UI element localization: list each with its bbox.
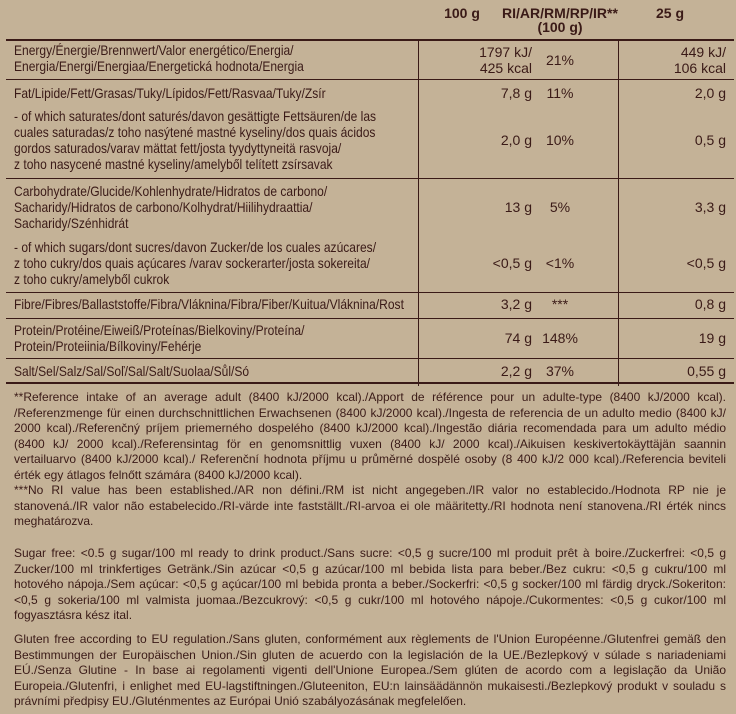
footnote-gluten-free: Gluten free according to EU regulation./Sans gluten, conformément aux règlements de l'Union Européenne./Glutenfrei gemäß den Bestimmungen der Europäischen Union./Sin gluten de acuerdo con la legislación de la UE./Bezlepkový v súlade s nariadeniami EÚ./Senza Glutine - In base ai regolamenti vigenti dell'Unione Europea./Sem glúten de acordo com a legislação da União Europeia./Glutenfri, i enlighet med EU-lagstiftningen./Gluteeniton, EU:n lainsäädännön mukaisesti./Bezlepkový produkt v souladu s právními předpisy EU./Gluténmentes az Európai Unió szabályozásának megfelelően. [14, 632, 726, 708]
nutrient-label [14, 322, 304, 354]
value-100g-line: 425 kcal [479, 60, 532, 76]
nutrient-label [14, 183, 327, 231]
value-100g-line: 2,2 g [500, 363, 532, 379]
nutrient-label-line: cuales saturadas/z toho nasýtené mastné kyseliny/dos quais ácidos [14, 124, 376, 140]
nutrient-label [14, 85, 326, 101]
nutrient-label-line: Sacharidy/Hidratos de carbono/Kolhydrat/Hiilihydraattia/ [14, 199, 313, 215]
nutrient-row-carbohydrate [0, 183, 736, 231]
table-rule [6, 178, 734, 179]
value-100g-line: 7,8 g [500, 85, 532, 101]
nutrient-label-line: Protein/Protéine/Eiweiß/Proteínas/Bielkoviny/Proteína/ [14, 322, 305, 338]
value-25g [614, 296, 726, 312]
value-ri [500, 52, 620, 68]
value-ri-line: 37% [545, 363, 575, 379]
value-ri-line: 10% [545, 132, 575, 148]
table-rule [6, 382, 734, 384]
nutrient-label-line: Sacharidy/Szénhidrát [14, 215, 129, 231]
value-100g-line: 13 g [504, 199, 532, 215]
value-ri-line: 5% [549, 199, 571, 215]
value-100g-line: 3,2 g [500, 296, 532, 312]
value-25g [614, 132, 726, 148]
nutrient-label [14, 239, 376, 287]
value-ri [500, 363, 620, 379]
value-25g-line: <0,5 g [686, 255, 726, 271]
table-rule [6, 39, 734, 41]
nutrient-label-line: gordos saturados/varav mättat fett/josta tyydyttyneitä rasvoja/ [14, 140, 342, 156]
table-rule [6, 318, 734, 319]
value-ri [500, 199, 620, 215]
nutrient-row-sugars [0, 239, 736, 287]
nutrient-label [14, 108, 376, 172]
footnote-reference-intake: **Reference intake of an average adult (8400 kJ/2000 kcal)./Apport de référence pour un adulte-type (8400 kJ/2000 kcal). /Referenzmenge für einen durchschnittlichen Erwachsenen (8400 kJ/2000 kcal)./Ingesta de referencia de un adulto medio (8400 kJ/ 2000 kcal)./Referenčný príjem priemerného dospelého (8400 kJ/2000 kcal)./Ingestão diária recomendada para um adulto médio (8400 kJ/ 2000 kcal)./Referensintag för en genomsnittlig vuxen (8400 kJ/ 2000 kcal)./Aikuisen keskivertokäyttäjän saannin vertailuarvo (8400 kJ/2000 kcal)./ Referenční hodnota příjmu u průměrné dospělé osoby (8 400 kJ/2 000 kcal)./Referencia beviteli érték egy átlagos felnőtt számára (8400 kJ/2000 kcal). [14, 390, 726, 482]
value-25g [614, 85, 726, 101]
value-100g-line: 1797 kJ/ [479, 44, 532, 60]
value-25g-line: 106 kcal [673, 60, 726, 76]
value-ri [500, 255, 620, 271]
column-header-100g: 100 g [444, 5, 480, 21]
value-ri [500, 330, 620, 346]
value-ri [500, 296, 620, 312]
nutrient-label-line: - of which saturates/dont saturés/davon gesättigte Fettsäuren/de las [14, 108, 377, 124]
nutrient-label-line: Energy/Énergie/Brennwert/Valor energético/Energia/ [14, 42, 294, 58]
value-100g-line: 74 g [504, 330, 532, 346]
value-25g-line: 0,5 g [694, 132, 726, 148]
value-25g [614, 44, 726, 76]
value-25g-line: 449 kJ/ [680, 44, 726, 60]
value-100g-line: <0,5 g [492, 255, 532, 271]
nutrient-label [14, 42, 304, 74]
value-ri-line: 148% [542, 330, 578, 346]
nutrient-row-protein [0, 322, 736, 354]
nutrient-row-salt [0, 363, 736, 379]
nutrient-label-line: Fat/Lipide/Fett/Grasas/Tuky/Lípidos/Fett/Rasvaa/Tuky/Zsír [14, 85, 326, 101]
value-25g [614, 330, 726, 346]
value-25g-line: 2,0 g [694, 85, 726, 101]
value-ri [500, 85, 620, 101]
nutrient-label-line: Energia/Energi/Energiaa/Energetická hodnota/Energia [14, 58, 304, 74]
nutrient-label-line: Fibre/Fibres/Ballaststoffe/Fibra/Vláknina/Fibra/Fiber/Kuitua/Vláknina/Rost [14, 296, 404, 312]
column-divider-1 [418, 39, 419, 386]
nutrient-label [14, 363, 249, 379]
value-25g-line: 0,55 g [687, 363, 726, 379]
value-ri-line: 21% [545, 52, 575, 68]
value-25g-line: 19 g [698, 330, 726, 346]
nutrient-label [14, 296, 404, 312]
nutrient-label-line: Carbohydrate/Glucide/Kohlenhydrate/Hidratos de carbono/ [14, 183, 328, 199]
nutrient-label-line: z toho cukry/amelyből cukrok [14, 271, 170, 287]
nutrient-label-line: - of which sugars/dont sucres/davon Zucker/de los cuales azúcares/ [14, 239, 377, 255]
nutrient-label-line: Protein/Proteiinia/Bílkoviny/Fehérje [14, 338, 202, 354]
value-ri-line: <1% [545, 255, 575, 271]
value-ri-line: *** [551, 296, 569, 312]
footnote-no-ri: ***No RI value has been established./AR non défini./RM ist nicht angegeben./IR valor no establecido./Hodnota RP nie je stanovená./IR valor não estabelecido./RI-värde inte fastställt./RI-arvoa ei ole määritetty./RI hodnota není stanovena./RI érték nincs meghatározva. [14, 483, 726, 528]
nutrient-label-line: z toho cukry/dos quais açúcares /varav sockerarter/josta sokereita/ [14, 255, 371, 271]
footnote-sugar-free: Sugar free: <0.5 g sugar/100 ml ready to drink product./Sans sucre: <0,5 g sucre/100 ml produit prêt à boire./Zuckerfrei: <0,5 g Zucker/100 ml trinkfertiges Getränk./Sin azúcar <0,5 g azúcar/100 ml bebida lista para beber./Bez cukru: <0,5 g cukru/100 ml hotového nápoja./Sem açúcar: <0,5 g açúcar/100 ml bebida pronta a beber./Sockerfri: <0,5 g socker/100 ml färdig dryck./Sokeriton: <0,5 g sokeria/100 ml valmista juomaa./Bezcukrový: <0,5 g cukr/100 ml hotového nápoje./Cukormentes: <0,5 g cukor/100 ml fogyasztásra kész ital. [14, 546, 726, 622]
nutrient-row-fat [0, 85, 736, 101]
value-100g-line: 2,0 g [500, 132, 532, 148]
table-rule [6, 79, 734, 80]
nutrient-row-saturates [0, 108, 736, 172]
column-header-ri-line2: (100 g) [537, 19, 583, 35]
column-header-ri [500, 6, 620, 34]
value-25g-line: 0,8 g [694, 296, 726, 312]
value-ri [500, 132, 620, 148]
nutrient-row-fibre [0, 296, 736, 312]
value-25g [614, 255, 726, 271]
value-25g-line: 3,3 g [694, 199, 726, 215]
table-rule [6, 292, 734, 293]
value-25g [614, 199, 726, 215]
nutrient-row-energy [0, 42, 736, 78]
column-header-25g: 25 g [655, 5, 684, 21]
table-rule [6, 358, 734, 359]
column-divider-2 [618, 39, 619, 386]
nutrient-label-line: Salt/Sel/Salz/Sal/Soľ/Sal/Salt/Suolaa/Sůl/Só [14, 363, 250, 379]
column-header-ri-line1: RI/AR/RM/RP/IR** [502, 5, 618, 21]
value-ri-line: 11% [546, 85, 574, 101]
value-25g [614, 363, 726, 379]
nutrient-label-line: z toho nasycené mastné kyseliny/amelyből telített zsírsavak [14, 156, 333, 172]
